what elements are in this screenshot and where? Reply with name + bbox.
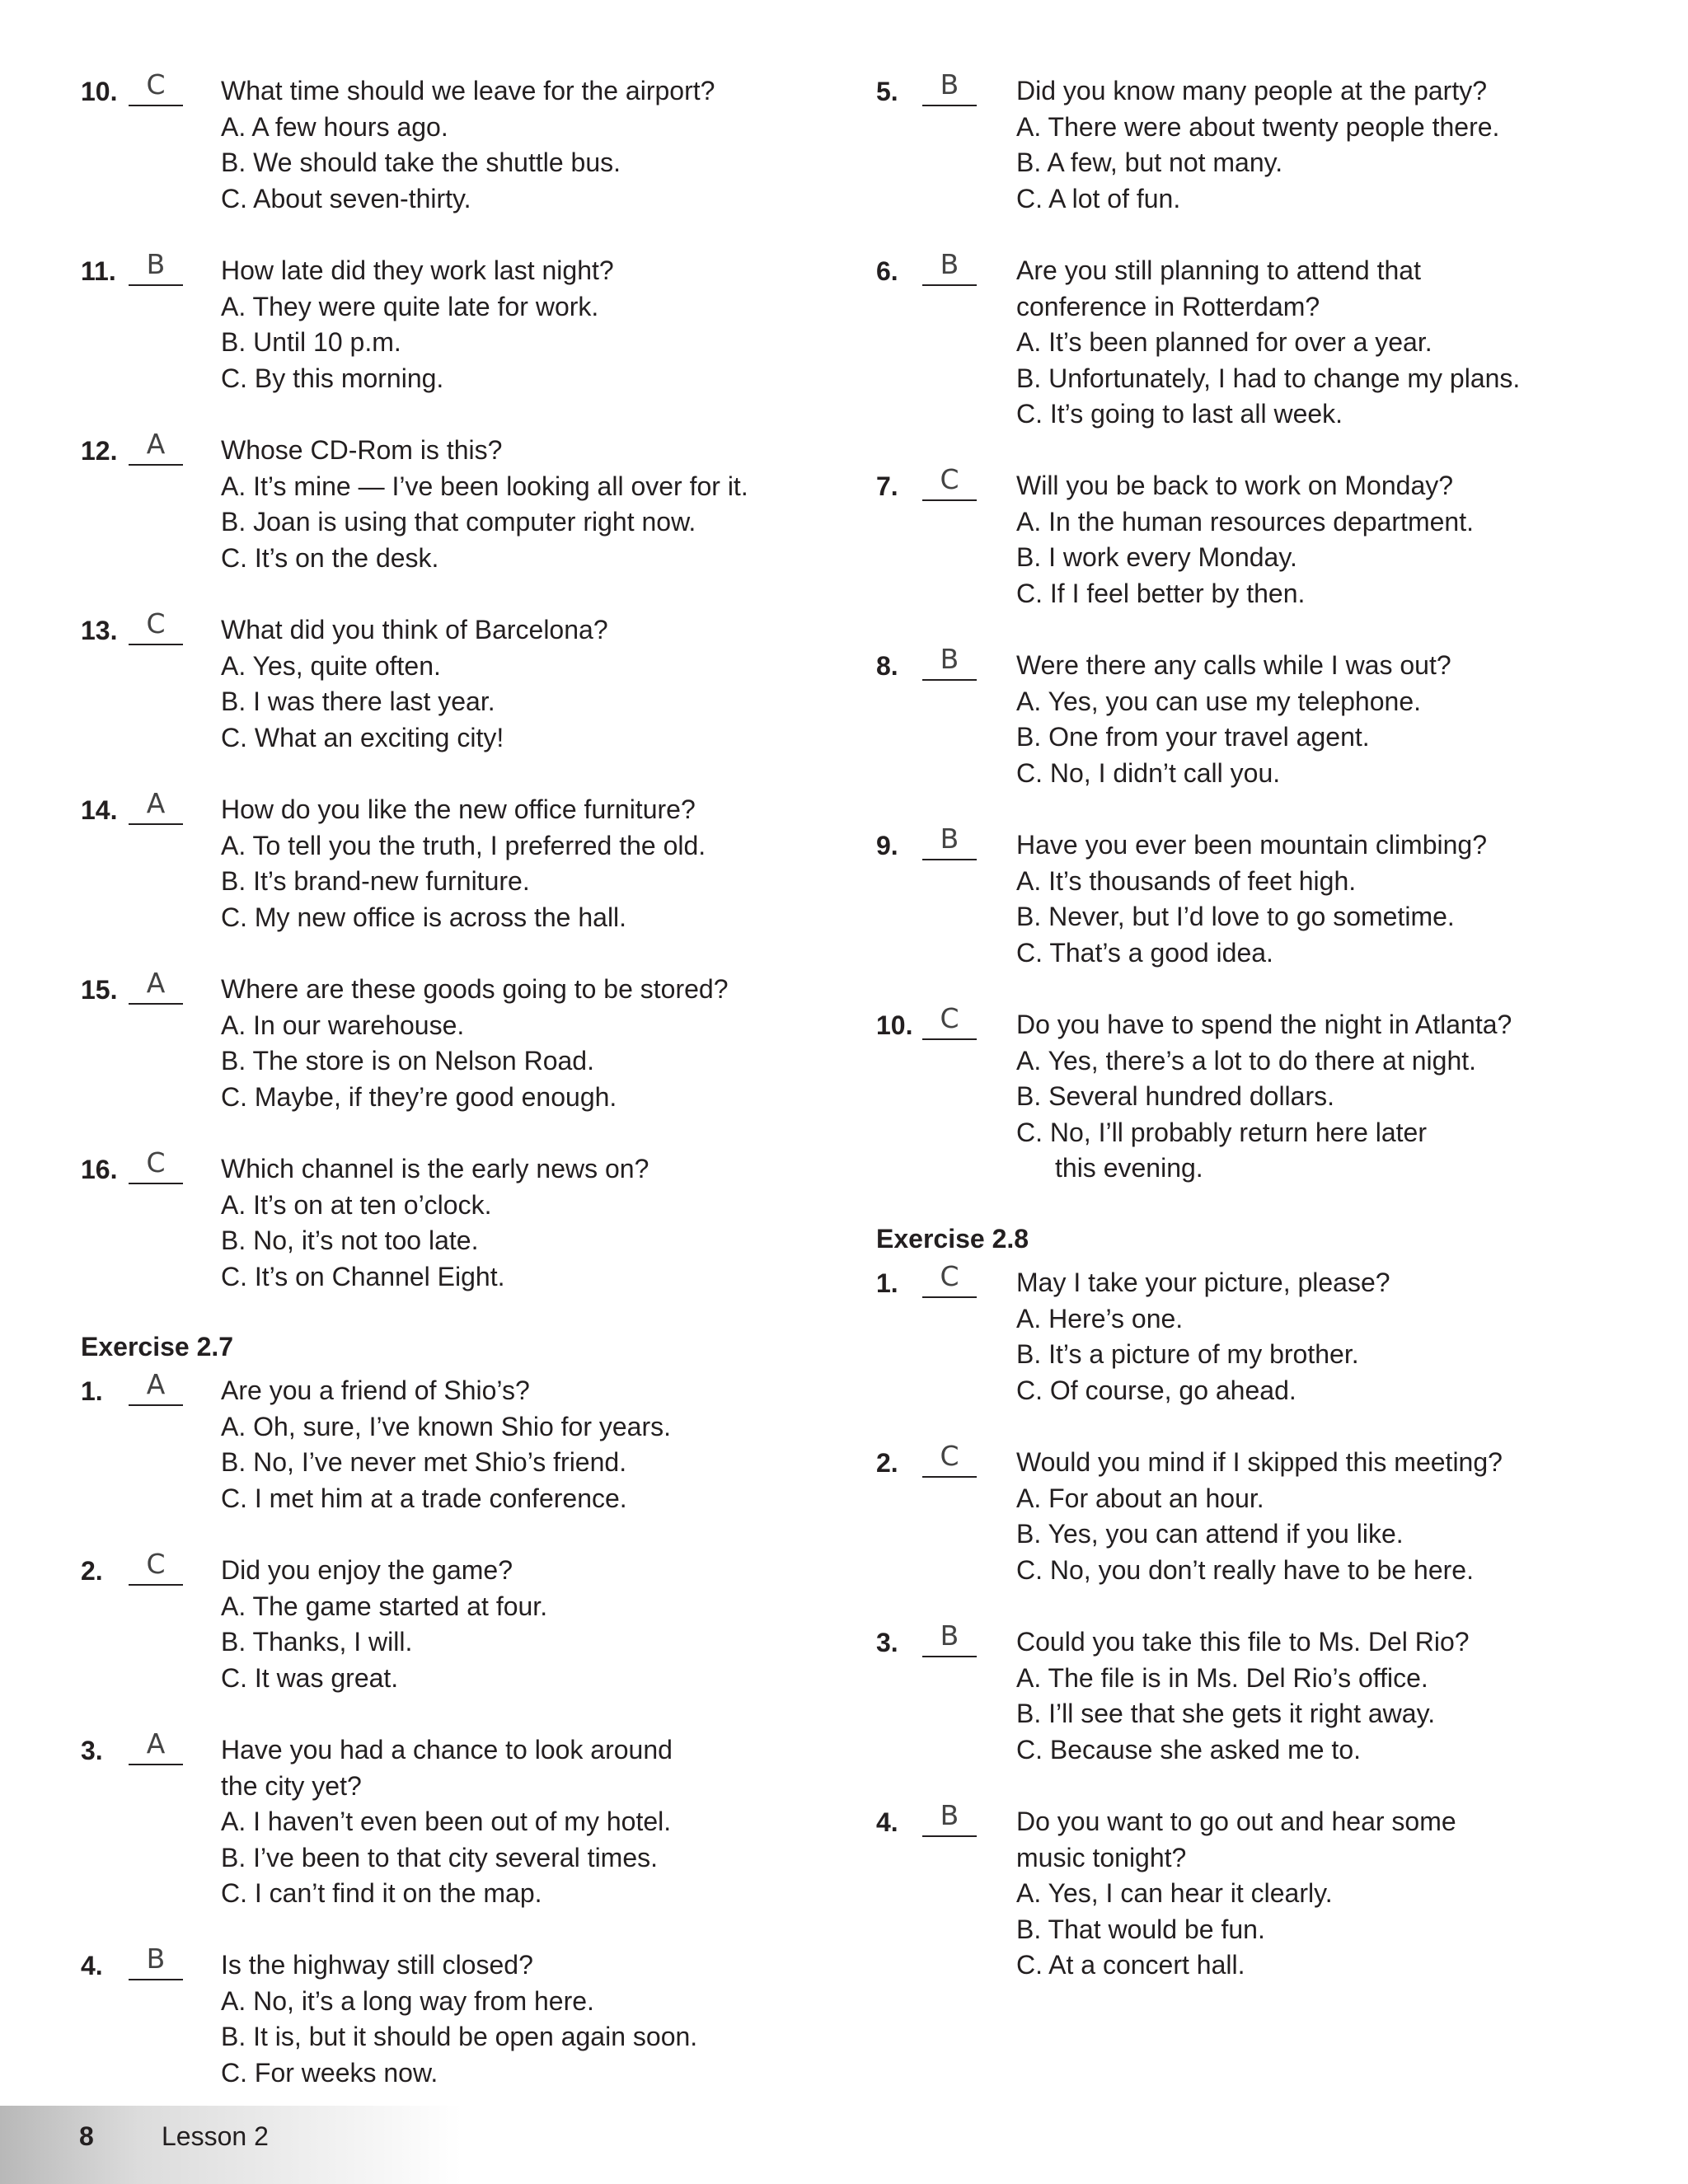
option-b: B. Yes, you can attend if you like. <box>1016 1519 1404 1549</box>
question-text: Have you had a chance to look around <box>221 1735 673 1765</box>
answer-blank <box>922 1799 977 1837</box>
option-c: C. That’s a good idea. <box>1016 937 1273 968</box>
option-a: A. No, it’s a long way from here. <box>221 1985 594 2016</box>
question-block <box>221 73 847 217</box>
handwritten-answer: C <box>146 1146 166 1179</box>
option-a: A. Here’s one. <box>1016 1303 1184 1333</box>
option-c: C. It’s going to last all week. <box>1016 399 1343 429</box>
handwritten-answer: C <box>940 1002 959 1034</box>
option-c: C. No, I didn’t call you. <box>1016 757 1281 788</box>
option-c: C. My new office is across the hall. <box>221 902 627 932</box>
option-c: C. No, I’ll probably return here later <box>1016 1117 1427 1147</box>
exercise-heading: Exercise 2.7 <box>81 1332 234 1361</box>
question-text: Could you take this file to Ms. Del Rio? <box>1016 1627 1470 1657</box>
answer-blank <box>129 967 183 1005</box>
question-number: 9. <box>876 831 898 860</box>
question-block <box>221 253 847 396</box>
question-block <box>221 1947 847 2091</box>
handwritten-answer: B <box>146 248 166 280</box>
question-number: 10. <box>876 1010 913 1040</box>
handwritten-answer: C <box>940 1260 959 1292</box>
question-text: May I take your picture, please? <box>1016 1268 1390 1297</box>
question-text: Where are these goods going to be stored? <box>221 974 729 1004</box>
question-number: 10. <box>81 77 118 106</box>
option-a: A. The game started at four. <box>221 1591 548 1621</box>
answer-blank <box>129 1548 183 1586</box>
question-text: Whose CD-Rom is this? <box>221 435 503 465</box>
question-block <box>221 792 847 935</box>
option-c: C. Because she asked me to. <box>1016 1734 1361 1765</box>
option-b: B. A few, but not many. <box>1016 148 1283 178</box>
option-c: C. What an exciting city! <box>221 722 504 752</box>
option-b: B. One from your travel agent. <box>1016 722 1370 752</box>
option-b: B. Thanks, I will. <box>221 1627 413 1657</box>
handwritten-answer: A <box>146 1368 166 1400</box>
question-block <box>1016 1624 1643 1768</box>
question-text: How do you like the new office furniture? <box>221 794 696 824</box>
option-c: C. By this morning. <box>221 363 444 393</box>
question-block <box>1016 1007 1643 1187</box>
option-b: B. I work every Monday. <box>1016 542 1297 573</box>
option-c: C. For weeks now. <box>221 2057 438 2088</box>
answer-blank <box>922 823 977 860</box>
option-a: A. There were about twenty people there. <box>1016 111 1500 142</box>
handwritten-answer: A <box>146 1727 166 1760</box>
question-text: Do you want to go out and hear some <box>1016 1807 1456 1836</box>
question-text: What time should we leave for the airport? <box>221 76 715 105</box>
handwritten-answer: C <box>940 463 959 495</box>
option-a: A. It’s been planned for over a year. <box>1016 327 1432 358</box>
option-b: B. I was there last year. <box>221 687 495 717</box>
answer-blank <box>922 248 977 286</box>
option-a: A. It’s mine — I’ve been looking all over for it. <box>221 471 748 501</box>
handwritten-answer: A <box>146 428 166 460</box>
option-b: B. Unfortunately, I had to change my plans. <box>1016 363 1521 393</box>
handwritten-answer: C <box>146 68 166 101</box>
question-text: Which channel is the early news on? <box>221 1154 649 1183</box>
option-b: B. The store is on Nelson Road. <box>221 1046 594 1076</box>
option-b: B. It’s a picture of my brother. <box>1016 1339 1359 1370</box>
question-number: 6. <box>876 256 898 286</box>
question-text: Would you mind if I skipped this meeting? <box>1016 1447 1503 1477</box>
option-b: B. That would be fun. <box>1016 1914 1265 1944</box>
question-number: 16. <box>81 1155 118 1184</box>
page-number: 8 <box>79 2121 94 2151</box>
question-block <box>1016 468 1643 612</box>
question-block <box>1016 827 1643 971</box>
answer-blank <box>922 1260 977 1298</box>
handwritten-answer: C <box>146 607 166 640</box>
option-b: B. Joan is using that computer right now. <box>221 507 696 537</box>
option-b: B. No, it’s not too late. <box>221 1226 479 1256</box>
option-a: A. A few hours ago. <box>221 111 448 142</box>
option-b: B. Several hundred dollars. <box>1016 1081 1334 1112</box>
option-a: A. In the human resources department. <box>1016 506 1474 537</box>
question-text-continued: conference in Rotterdam? <box>1016 291 1320 321</box>
answer-blank <box>922 1440 977 1478</box>
question-number: 1. <box>876 1268 898 1298</box>
question-text: Did you enjoy the game? <box>221 1555 513 1585</box>
option-a: A. It’s on at ten o’clock. <box>221 1189 492 1220</box>
answer-blank <box>129 1727 183 1765</box>
handwritten-answer: B <box>940 823 959 855</box>
option-b: B. I’ve been to that city several times. <box>221 1842 659 1872</box>
option-a: A. The file is in Ms. Del Rio’s office. <box>1016 1662 1428 1693</box>
answer-blank <box>129 1943 183 1980</box>
question-text: Is the highway still closed? <box>221 1950 533 1980</box>
option-a: A. I haven’t even been out of my hotel. <box>221 1807 672 1837</box>
option-a: A. Oh, sure, I’ve known Shio for years. <box>221 1411 672 1441</box>
question-text: Do you have to spend the night in Atlanta? <box>1016 1010 1512 1039</box>
question-block <box>1016 648 1643 791</box>
question-text: Did you know many people at the party? <box>1016 76 1487 105</box>
option-a: A. Yes, I can hear it clearly. <box>1016 1878 1333 1909</box>
question-block <box>221 1373 847 1516</box>
option-c: C. It’s on the desk. <box>221 542 439 573</box>
handwritten-answer: C <box>146 1548 166 1580</box>
question-block <box>221 612 847 756</box>
question-text: Will you be back to work on Monday? <box>1016 471 1454 500</box>
lesson-label: Lesson 2 <box>162 2121 269 2151</box>
option-c: C. Maybe, if they’re good enough. <box>221 1081 617 1112</box>
question-text: Are you still planning to attend that <box>1016 255 1421 285</box>
question-number: 15. <box>81 975 118 1005</box>
question-block <box>221 1553 847 1696</box>
question-number: 3. <box>876 1628 898 1657</box>
answer-blank <box>922 1002 977 1040</box>
question-number: 12. <box>81 436 118 466</box>
handwritten-answer: A <box>146 787 166 819</box>
question-block <box>1016 1265 1643 1408</box>
option-b: B. Never, but I’d love to go sometime. <box>1016 902 1455 932</box>
option-b: B. It’s brand-new furniture. <box>221 866 530 897</box>
question-text: Have you ever been mountain climbing? <box>1016 830 1487 860</box>
answer-blank <box>129 1146 183 1184</box>
answer-blank <box>129 248 183 286</box>
answer-blank <box>129 1368 183 1406</box>
option-c: C. A lot of fun. <box>1016 183 1181 213</box>
question-number: 11. <box>81 256 116 286</box>
option-a: A. Yes, quite often. <box>221 650 441 681</box>
question-number: 13. <box>81 616 118 645</box>
question-number: 4. <box>876 1807 898 1837</box>
handwritten-answer: B <box>940 643 959 675</box>
handwritten-answer: B <box>146 1943 166 1975</box>
question-text: Are you a friend of Shio’s? <box>221 1376 530 1405</box>
option-a: A. Yes, there’s a lot to do there at night. <box>1016 1045 1477 1076</box>
question-number: 14. <box>81 795 118 825</box>
answer-blank <box>922 463 977 501</box>
question-number: 5. <box>876 77 898 106</box>
question-block <box>1016 73 1643 217</box>
question-block <box>221 972 847 1115</box>
option-a: A. To tell you the truth, I preferred the old. <box>221 830 706 860</box>
question-text-continued: music tonight? <box>1016 1842 1187 1872</box>
option-b: B. It is, but it should be open again soon. <box>221 2022 698 2052</box>
question-text: What did you think of Barcelona? <box>221 615 608 644</box>
question-text: How late did they work last night? <box>221 255 614 285</box>
question-number: 7. <box>876 471 898 501</box>
option-c: C. About seven-thirty. <box>221 183 471 213</box>
option-a: A. Yes, you can use my telephone. <box>1016 686 1421 716</box>
option-c: C. I can’t find it on the map. <box>221 1878 542 1909</box>
question-number: 4. <box>81 1951 103 1980</box>
option-a: A. They were quite late for work. <box>221 291 599 321</box>
question-number: 3. <box>81 1736 103 1765</box>
answer-blank <box>129 787 183 825</box>
handwritten-answer: B <box>940 1619 959 1652</box>
question-block <box>221 1151 847 1295</box>
handwritten-answer: B <box>940 248 959 280</box>
option-b: B. No, I’ve never met Shio’s friend. <box>221 1447 627 1478</box>
answer-blank <box>922 643 977 681</box>
question-block <box>1016 1445 1643 1588</box>
option-c: C. Of course, go ahead. <box>1016 1375 1296 1405</box>
question-text-continued: the city yet? <box>221 1770 362 1801</box>
answer-blank <box>129 607 183 645</box>
question-number: 8. <box>876 651 898 681</box>
answer-blank <box>129 68 183 106</box>
option-c: C. It’s on Channel Eight. <box>221 1261 505 1291</box>
option-b: B. I’ll see that she gets it right away. <box>1016 1699 1436 1729</box>
question-number: 1. <box>81 1376 103 1406</box>
option-c: C. It was great. <box>221 1662 399 1693</box>
option-c: C. At a concert hall. <box>1016 1950 1245 1980</box>
answer-blank <box>129 428 183 466</box>
question-number: 2. <box>876 1448 898 1478</box>
option-b: B. Until 10 p.m. <box>221 327 401 358</box>
handwritten-answer: B <box>940 68 959 101</box>
option-c: C. If I feel better by then. <box>1016 578 1306 608</box>
question-block <box>221 1732 847 1912</box>
question-number: 2. <box>81 1556 103 1586</box>
answer-blank <box>922 1619 977 1657</box>
handwritten-answer: C <box>940 1440 959 1472</box>
option-c-continued: this evening. <box>1055 1153 1203 1183</box>
exercise-heading: Exercise 2.8 <box>876 1224 1029 1254</box>
option-a: A. In our warehouse. <box>221 1010 465 1040</box>
option-c: C. No, you don’t really have to be here. <box>1016 1554 1474 1585</box>
option-b: B. We should take the shuttle bus. <box>221 148 621 178</box>
handwritten-answer: A <box>146 967 166 999</box>
question-text: Were there any calls while I was out? <box>1016 650 1451 680</box>
answer-blank <box>922 68 977 106</box>
question-block <box>221 433 847 576</box>
option-c: C. I met him at a trade conference. <box>221 1483 627 1513</box>
question-block <box>1016 253 1643 433</box>
option-a: A. For about an hour. <box>1016 1483 1264 1513</box>
option-a: A. It’s thousands of feet high. <box>1016 865 1357 896</box>
handwritten-answer: B <box>940 1799 959 1831</box>
question-block <box>1016 1804 1643 1984</box>
